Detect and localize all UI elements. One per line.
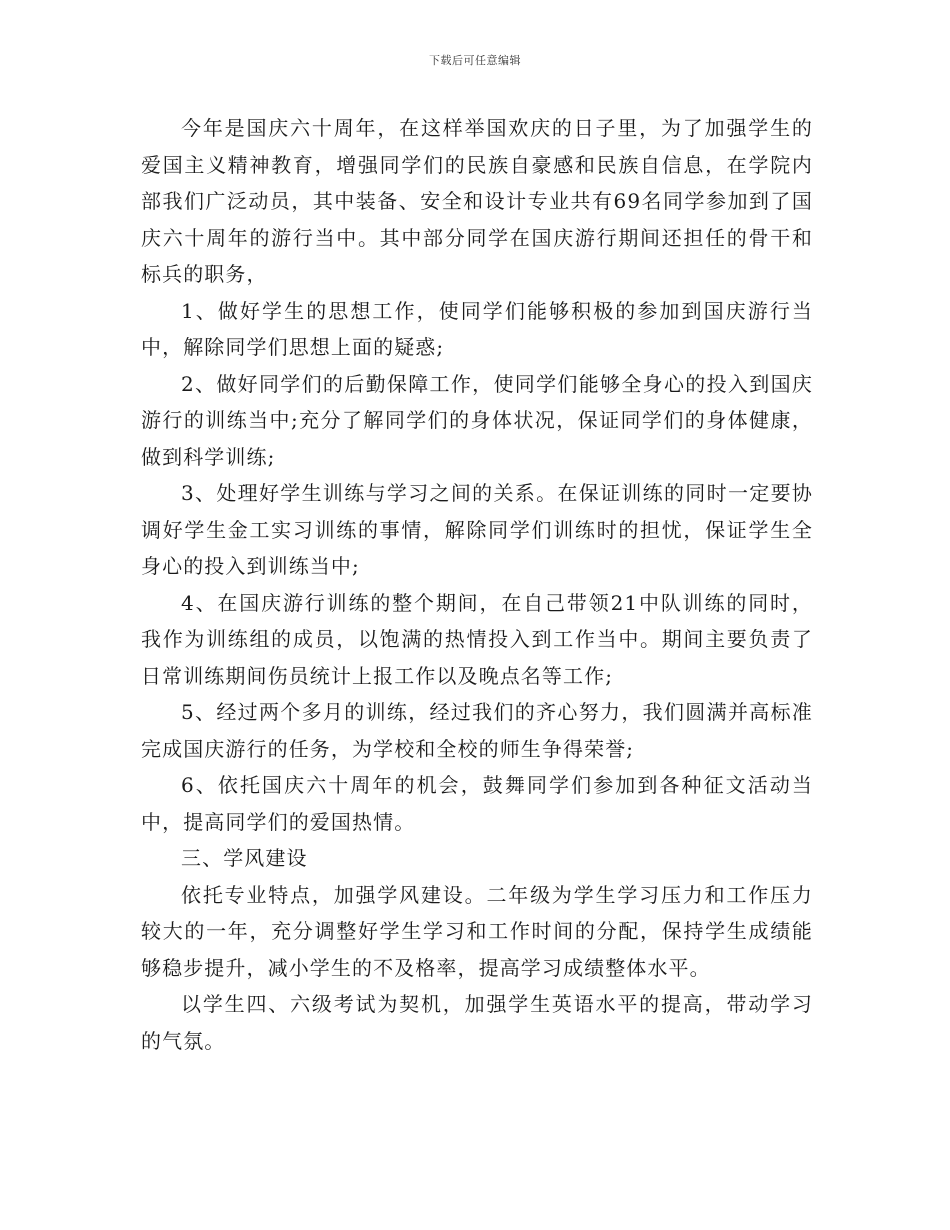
- paragraph-item-1: 1、做好学生的思想工作，使同学们能够积极的参加到国庆游行当中，解除同学们思想上面的疑惑;: [141, 298, 813, 359]
- section-heading-study-style: 三、学风建设: [181, 846, 308, 870]
- paragraph-item-5: 5、经过两个多月的训练，经过我们的齐心努力，我们圆满并高标准完成国庆游行的任务，为学校和全校的师生争得荣誉;: [141, 700, 813, 761]
- paragraph-item-2: 2、做好同学们的后勤保障工作，使同学们能够全身心的投入到国庆游行的训练当中;充分了解同学们的身体状况，保证同学们的身体健康，做到科学训练;: [141, 371, 813, 469]
- paragraph-item-3: 3、处理好学生训练与学习之间的关系。在保证训练的同时一定要协调好学生金工实习训练的事情，解除同学们训练时的担忧，保证学生全身心的投入到训练当中;: [141, 481, 813, 578]
- page-header-note: 下载后可任意编辑: [429, 54, 521, 67]
- document-body: [141, 110, 813, 1059]
- paragraph-item-4: 4、在国庆游行训练的整个期间，在自己带领21中队训练的同时，我作为训练组的成员，以饱满的热情投入到工作当中。期间主要负责了日常训练期间伤员统计上报工作以及晚点名等工作;: [141, 590, 813, 688]
- paragraph-intro: 今年是国庆六十周年，在这样举国欢庆的日子里，为了加强学生的爱国主义精神教育，增强同学们的民族自豪感和民族自信息，在学院内部我们广泛动员，其中装备、安全和设计专业共有69名同学参加到了国庆六十周年的游行当中。其中部分同学在国庆游行期间还担任的骨干和标兵的职务，: [141, 116, 813, 286]
- paragraph-study-style: 依托专业特点，加强学风建设。二年级为学生学习压力和工作压力较大的一年，充分调整好学生学习和工作时间的分配，保持学生成绩能够稳步提升，减小学生的不及格率，提高学习成绩整体水平。: [141, 882, 813, 980]
- paragraph-english-exam: 以学生四、六级考试为契机，加强学生英语水平的提高，带动学习的气氛。: [141, 992, 813, 1053]
- paragraph-item-6: 6、依托国庆六十周年的机会，鼓舞同学们参加到各种征文活动当中，提高同学们的爱国热情。: [141, 773, 813, 834]
